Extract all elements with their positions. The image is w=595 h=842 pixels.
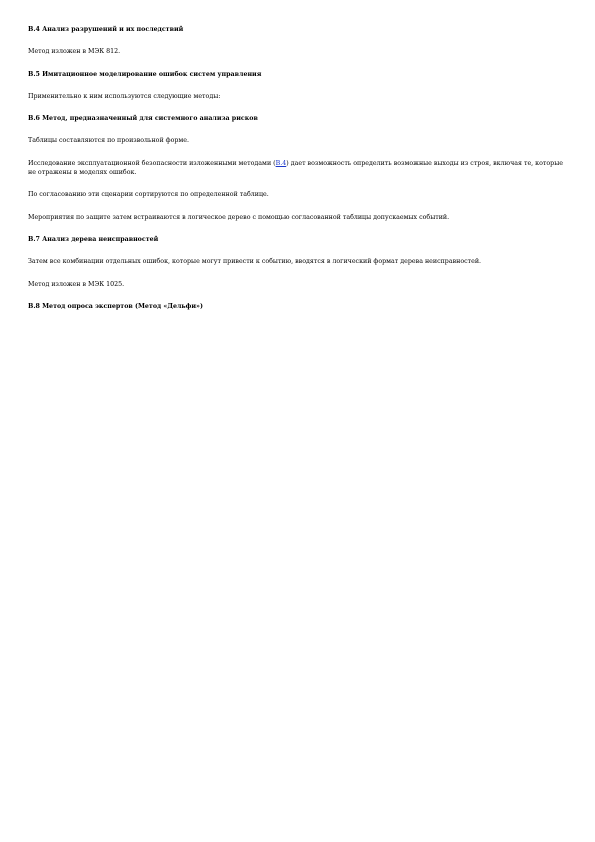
paragraph-b6-research-after: ) дает возможность определить возможные выходы из строя, включая те, которые не отражены в моделях ошибок.: [28, 159, 563, 177]
paragraph-b6-tables: Таблицы составляются по произвольной форме.: [28, 137, 190, 145]
heading-b7: В.7 Анализ дерева неисправностей: [28, 235, 159, 243]
paragraph-b7-method: Метод изложен в МЭК 1025.: [28, 280, 125, 288]
paragraph-b6-research-before: Исследование эксплуатационной безопасности изложенными методами (: [28, 159, 276, 167]
heading-b8: В.8 Метод опроса экспертов (Метод «Дельфи»): [28, 302, 203, 310]
heading-b4: В.4 Анализ разрушений и их последствий: [28, 26, 184, 33]
reference-link-b4[interactable]: В.4: [275, 159, 287, 167]
paragraph-b4-method: Метод изложен в МЭК 812.: [28, 48, 121, 56]
paragraph-b5-methods: Применительно к ним используются следующие методы:: [28, 92, 221, 100]
paragraph-b6-protection: Мероприятия по защите затем встраиваются в логическое дерево с помощью согласованной таблицы допускаемых событий.: [28, 213, 450, 221]
heading-b6: В.6 Метод, предназначенный для системного анализа рисков: [28, 115, 258, 123]
paragraph-b6-scenarios: По согласованию эти сценарии сортируются по определенной таблице.: [28, 191, 269, 199]
paragraph-b7-combinations: Затем все комбинации отдельных ошибок, которые могут привести к событию, вводятся в логический формат дерева неисправностей.: [28, 258, 482, 266]
heading-b5: В.5 Имитационное моделирование ошибок систем управления: [28, 70, 262, 78]
paragraph-b6-research: [28, 159, 567, 178]
